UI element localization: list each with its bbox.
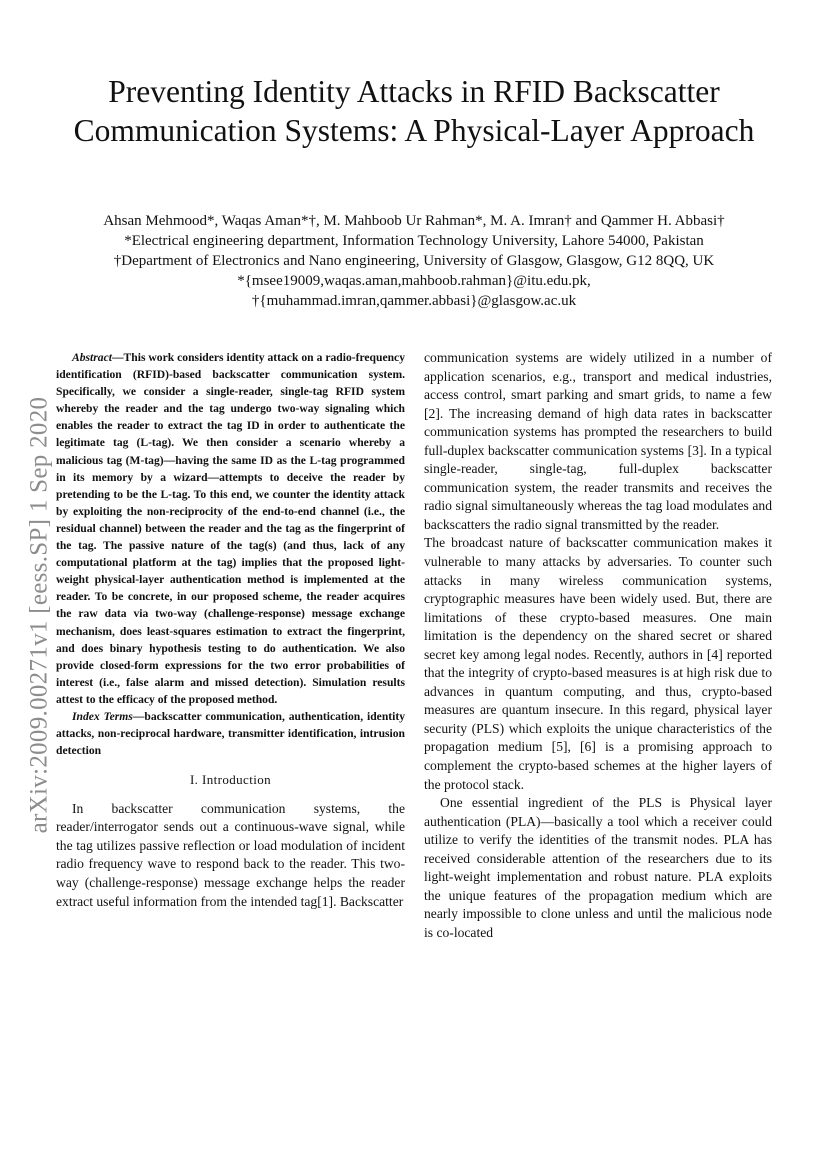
author-block bbox=[40, 211, 788, 311]
left-column bbox=[56, 349, 405, 911]
paragraph-broadcast-nature: The broadcast nature of backscatter communication makes it vulnerable to many attacks by adversaries. To counter such attacks in many wireless communication systems, cryptographic measures have been widely used. But, there are limitations of these crypto-based measures. One main limitation is the dependency on the shared secret or shared secret key among legal nodes. Recently, authors in [4] reported that the integrity of crypto-based measures is at high risk due to advances in quantum computing, and thus, crypto-based measures are quantum insecure. In this regard, physical layer security (PLS) which exploits the unique characteristics of the propagation medium [5], [6] is a promising approach to complement the crypto-based schemes at the higher layers of the protocol stack. bbox=[424, 535, 772, 792]
index-terms-label: Index Terms bbox=[72, 709, 133, 723]
affiliation-1: *Electrical engineering department, Information Technology University, Lahore 54000, Pakistan bbox=[124, 233, 704, 249]
index-terms-text: —backscatter communication, authentication, identity attacks, non-reciprocal hardware, transmitter identification, intrusion detection bbox=[56, 709, 406, 758]
email-line-1: *{msee19009,waqas.aman,mahboob.rahman}@itu.edu.pk, bbox=[237, 273, 591, 289]
paragraph-pla: One essential ingredient of the PLS is Physical layer authentication (PLA)—basically a tool which a receiver could utilize to verify the identities of the transmit nodes. PLA has received considerable attention of the researchers due to its light-weight implementation and robust nature. PLA exploits the unique features of the propagation medium which are nearly impossible to clone unless and until the malicious node is co-located bbox=[424, 795, 772, 940]
affiliation-2: †Department of Electronics and Nano engineering, University of Glasgow, Glasgow, G12 8QQ, UK bbox=[113, 253, 715, 269]
arxiv-identifier-stamp bbox=[20, 370, 58, 860]
abstract-text: —This work considers identity attack on a radio-frequency identification (RFID)-based backscatter communication system. Specifically, we consider a single-reader, single-tag RFID system whereby the reader and the tag undergo two-way signaling which enables the reader to extract the tag ID in order to authenticate the legitimate tag (L-tag). We then consider a scenario whereby a malicious tag (M-tag)—having the same ID as the L-tag programmed in its memory by a wizard—attempts to deceive the reader by pretending to be the L-tag. To this end, we counter the identity attack by exploiting the non-reciprocity of the end-to-end channel (i.e., the residual channel) between the reader and the tag as the fingerprint of the tag. The passive nature of the tag(s) (and thus, lack of any computational platform at the tag) implies that the proposed light-weight physical-layer authentication method is implemented at the reader. To be concrete, in our proposed scheme, the reader acquires the raw data via two-way (challenge-response) message exchange mechanism, does least-squares estimation to extract the fingerprint, and does binary hypothesis testing to do authentication. We also provide closed-form expressions for the two error probabilities of interest (i.e., false alarm and missed detection). Simulation results attest to the efficacy of the proposed method. bbox=[56, 351, 405, 706]
index-terms bbox=[56, 708, 405, 759]
author-names: Ahsan Mehmood*, Waqas Aman*†, M. Mahboob Ur Rahman*, M. A. Imran† and Qammer H. Abbasi† bbox=[103, 213, 725, 229]
section-heading-introduction: I. Introduction bbox=[189, 772, 272, 788]
abstract-label: Abstract bbox=[72, 351, 112, 364]
paper-title: Preventing Identity Attacks in RFID Backscatter Communication Systems: A Physical-Layer Approach bbox=[73, 74, 755, 148]
email-line-2: †{muhammad.imran,qammer.abbasi}@glasgow.ac.uk bbox=[251, 293, 577, 309]
paragraph-applications: communication systems are widely utilized in a number of application scenarios, e.g., transport and medical industries, access control, smart parking and smart grids, to name a few [2]. The increasing demand of high data rates in backscatter communication systems has prompted the researchers to build full-duplex backscatter communication systems [3]. In a typical single-reader, single-tag, full-duplex backscatter communication system, the reader transmits and receives the radio signal simultaneously whereas the tag load modulates and backscatters the radio signal transmitted by the reader. bbox=[424, 350, 772, 532]
right-column bbox=[424, 349, 772, 943]
intro-paragraph-1: In backscatter communication systems, the reader/interrogator sends out a continuous-wave signal, while the tag utilizes passive reflection or load modulation of incident radio frequency wave to respond back to the reader. This two-way (challenge-response) message exchange helps the reader extract useful information from the intended tag[1]. Backscatter bbox=[56, 800, 405, 909]
arxiv-id-text: arXiv:2009.00271v1 [eess.SP] 1 Sep 2020 bbox=[25, 396, 52, 834]
abstract bbox=[56, 349, 405, 708]
